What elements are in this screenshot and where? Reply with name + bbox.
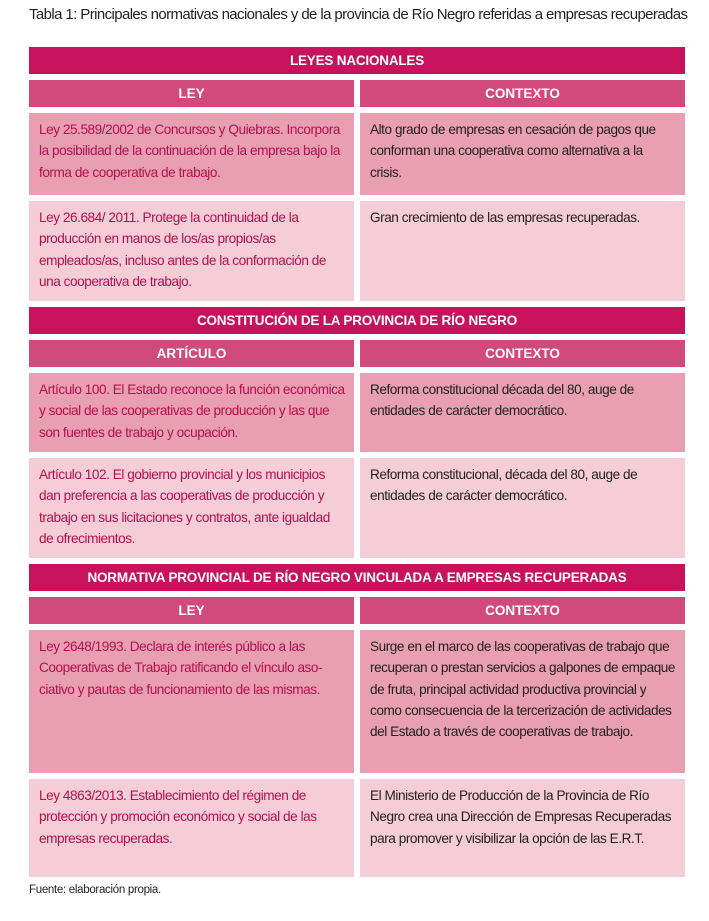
column-header-contexto: CONTEXTO	[360, 340, 685, 367]
table-cell-context: Gran crecimiento de las empresas recuperadas.	[360, 201, 685, 301]
table-cell-article: Artículo 102. El gobierno provincial y los municipios dan preferencia a las cooperativas de producción y trabajo en sus licitaciones y contratos, ante igualdad de ofrecimientos.	[29, 458, 354, 558]
table-cell-context: Reforma constitucional, década del 80, auge de entidades de carácter democrático.	[360, 458, 685, 558]
source-note: Fuente: elaboración propia.	[29, 884, 161, 896]
section-header-provincial-regulation: NORMATIVA PROVINCIAL DE RÍO NEGRO VINCULADA A EMPRESAS RECUPERADAS	[29, 564, 685, 591]
column-header-contexto: CONTEXTO	[360, 597, 685, 624]
table-cell-law: Ley 4863/2013. Establecimiento del régimen de protección y promoción económico y social de las empresas recuperadas.	[29, 779, 354, 877]
table-cell-context: El Ministerio de Producción de la Provincia de Río Negro crea una Dirección de Empresas Recuperadas para promover y visibilizar la opción de las E.R.T.	[360, 779, 685, 877]
section-header-national-laws: LEYES NACIONALES	[29, 47, 685, 74]
table-cell-law: Ley 2648/1993. Declara de interés público a las Cooperativas de Trabajo ratificando el vínculo asociativo y pautas de funcionamiento de las mismas.	[29, 630, 354, 773]
column-header-contexto: CONTEXTO	[360, 80, 685, 107]
table-cell-context: Reforma constitucional década del 80, auge de entidades de carácter democrático.	[360, 373, 685, 452]
table-caption: Tabla 1: Principales normativas nacionales y de la provincia de Río Negro referidas a empresas recuperadas	[29, 6, 688, 23]
section-header-provincial-constitution: CONSTITUCIÓN DE LA PROVINCIA DE RÍO NEGRO	[29, 307, 685, 334]
column-header-articulo: ARTÍCULO	[29, 340, 354, 367]
table-cell-context: Surge en el marco de las cooperativas de trabajo que recuperan o prestan servicios a galpones de empaque de fruta, principal actividad productiva provincial y como consecuencia de la tercerización de actividades del Estado a través de cooperativas de trabajo.	[360, 630, 685, 773]
table-cell-law: Ley 25.589/2002 de Concursos y Quiebras. Incorpora la posibilidad de la continuación de la empresa bajo la forma de cooperativa de trabajo.	[29, 113, 354, 195]
column-header-ley: LEY	[29, 80, 354, 107]
column-header-ley: LEY	[29, 597, 354, 624]
table-cell-article: Artículo 100. El Estado reconoce la función económica y social de las cooperativas de producción y las que son fuentes de trabajo y ocupación.	[29, 373, 354, 452]
table-cell-context: Alto grado de empresas en cesación de pagos que conforman una cooperativa como alternativa a la crisis.	[360, 113, 685, 195]
table-cell-law: Ley 26.684/ 2011. Protege la continuidad de la producción en manos de los/as propios/as empleados/as, incluso antes de la conformación de una cooperativa de trabajo.	[29, 201, 354, 301]
